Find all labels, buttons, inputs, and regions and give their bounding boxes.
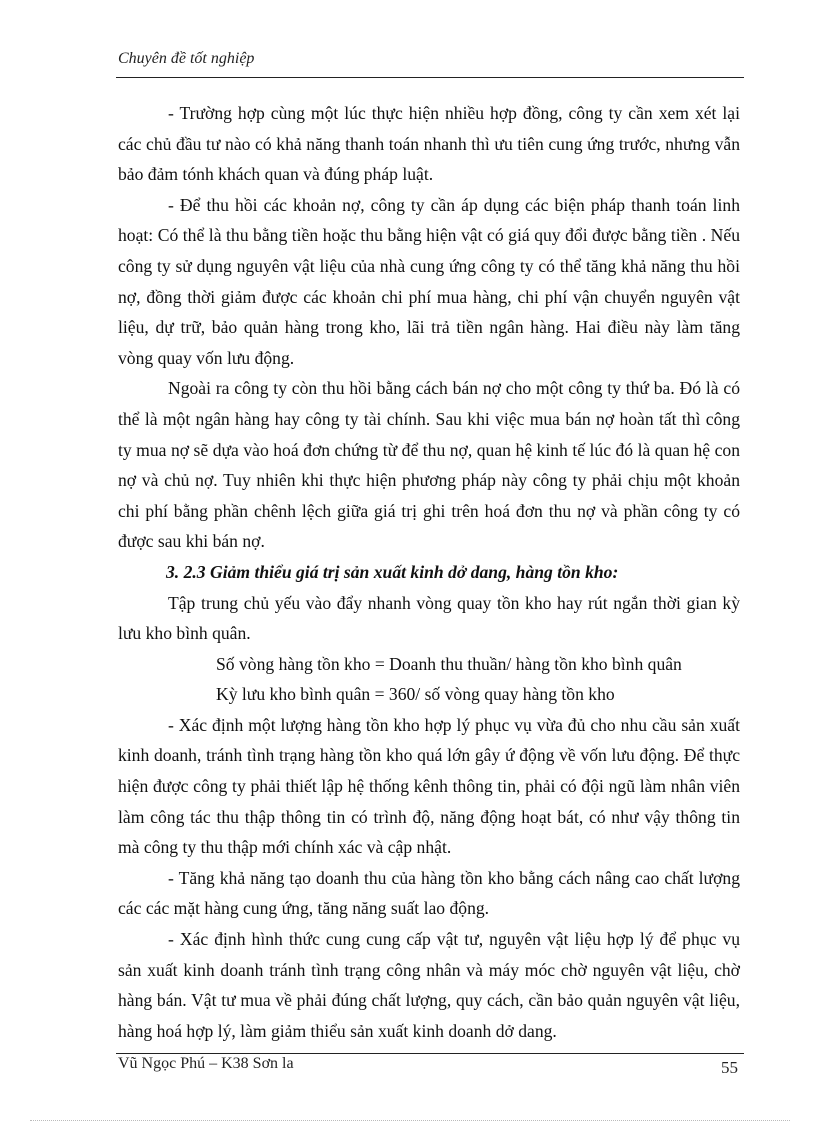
- footer-divider: [116, 1053, 744, 1054]
- bullet-paragraph: - Tăng khả năng tạo doanh thu của hàng tồn kho bằng cách nâng cao chất lượng các các mặt hàng cung ứng, tăng năng suất lao động.: [118, 867, 740, 919]
- page-edge-divider: [30, 1120, 790, 1121]
- paragraph: Ngoài ra công ty còn thu hồi bằng cách bán nợ cho một công ty thứ ba. Đó là có thể là một ngân hàng hay công ty tài chính. Sau khi việc mua bán nợ hoàn tất thì công ty mua nợ sẽ dựa vào hoá đơn chứng từ để thu nợ, quan hệ kinh tế lúc đó là quan hệ con nợ và chủ nợ. Tuy nhiên khi thực hiện phương pháp này công ty phải chịu một khoản chi phí bằng phần chênh lệch giữa giá trị ghi trên hoá đơn thu nợ và phần công ty có được sau khi bán nợ.: [118, 378, 740, 552]
- formula-line: Số vòng hàng tồn kho = Doanh thu thuần/ hàng tồn kho bình quân: [216, 653, 682, 674]
- document-body: [118, 98, 740, 1046]
- bullet-paragraph: - Xác định một lượng hàng tồn kho hợp lý phục vụ vừa đủ cho nhu cầu sản xuất kinh doanh, tránh tình trạng hàng tồn kho quá lớn gây ứ động về vốn lưu động. Để thực hiện được công ty phải thiết lập hệ thống kênh thông tin, phải có đội ngũ làm nhân viên làm công tác thu thập thông tin có trình độ, năng động hoạt bát, có như vậy thông tin mà công ty thu thập mới chính xác và cập nhật.: [118, 714, 740, 858]
- section-heading: 3. 2.3 Giảm thiểu giá trị sản xuất kinh dở dang, hàng tồn kho:: [166, 561, 619, 582]
- paragraph: - Trường hợp cùng một lúc thực hiện nhiều hợp đồng, công ty cần xem xét lại các chủ đầu tư nào có khả năng thanh toán nhanh thì ưu tiên cung ứng trước, nhưng vẫn bảo đảm tónh khách quan và đúng pháp luật.: [118, 103, 740, 185]
- section-intro: Tập trung chủ yếu vào đẩy nhanh vòng quay tồn kho hay rút ngắn thời gian kỳ lưu kho bình quân.: [118, 592, 740, 644]
- formula-line: Kỳ lưu kho bình quân = 360/ số vòng quay hàng tồn kho: [216, 684, 615, 705]
- page-header-title: Chuyên đề tốt nghiệp: [118, 50, 255, 67]
- paragraph: - Để thu hồi các khoản nợ, công ty cần áp dụng các biện pháp thanh toán linh hoạt: Có thể là thu bằng tiền hoặc thu bằng hiện vật có giá quy đổi được bằng tiền . Nếu công ty sử dụng nguyên vật liệu của nhà cung ứng công ty có thể tăng khả năng thu hồi nợ, đồng thời giảm được các khoản chi phí mua hàng, chi phí vận chuyển nguyên vật liệu, dự trữ, bảo quản hàng trong kho, lãi trả tiền ngân hàng. Hai điều này làm tăng vòng quay vốn lưu động.: [118, 194, 740, 368]
- header-divider: [116, 77, 744, 78]
- bullet-paragraph: - Xác định hình thức cung cung cấp vật tư, nguyên vật liệu hợp lý để phục vụ sản xuất kinh doanh tránh tình trạng công nhân và máy móc chờ nguyên vật liệu, chờ hàng bán. Vật tư mua về phải đúng chất lượng, quy cách, cần bảo quản nguyên vật liệu, hàng hoá hợp lý, làm giảm thiểu sản xuất kinh doanh dở dang.: [118, 929, 740, 1041]
- page-number: 55: [721, 1058, 738, 1077]
- footer-author: Vũ Ngọc Phú – K38 Sơn la: [118, 1055, 294, 1072]
